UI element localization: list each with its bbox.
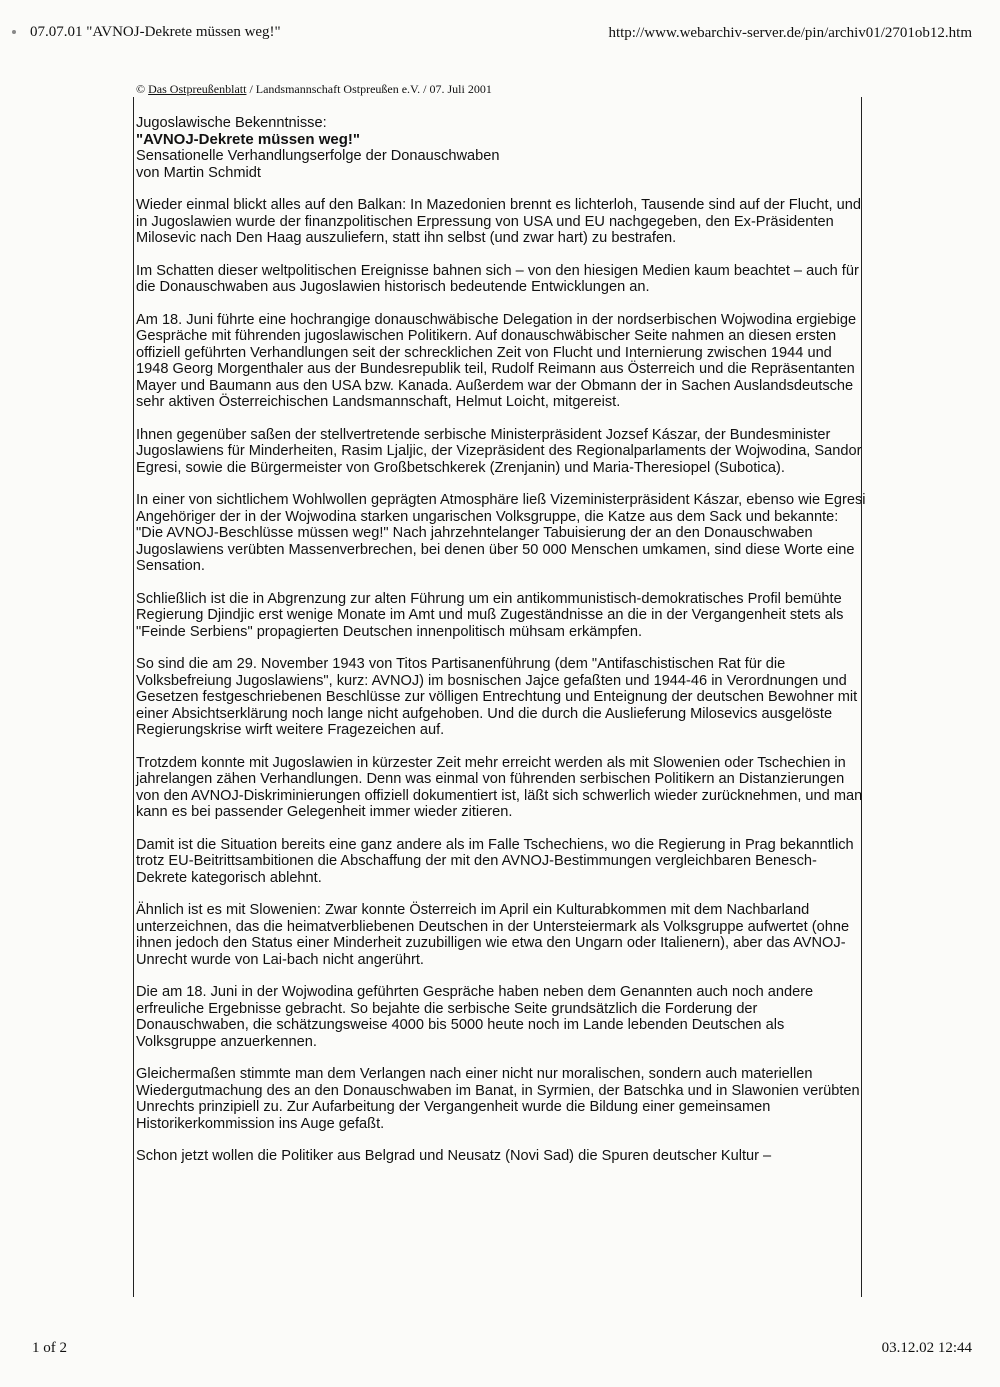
paragraph: Trotzdem konnte mit Jugoslawien in kürzester Zeit mehr erreicht werden als mit Slowenien oder Tschechien in jahrelangen zähen Verhandlungen. Denn was einmal von führenden serbischen Politikern an Distanzierungen von den AVNOJ-Diskriminierungen offiziell dokumentiert ist, läßt sich schwerlich wieder zurücknehmen, und man kann es bei passender Gelegenheit immer wieder zitieren. — [136, 754, 863, 820]
copyright-rest: / Landsmannschaft Ostpreußen e.V. / 07. Juli 2001 — [249, 82, 492, 96]
paragraph: Wieder einmal blickt alles auf den Balkan: In Mazedonien brennt es lichterloh, Tausende sind auf der Flucht, und in Jugoslawien wurde der finanzpolitischen Erpressung von USA und EU nachgegeben, den Ex-Präsidenten Milosevic nach Den Haag auszuliefern, statt ihn selbst (und zwar hart) zu bestrafen. — [136, 197, 861, 246]
paragraph: Damit ist die Situation bereits eine ganz andere als im Falle Tschechiens, wo die Regierung in Prag bekanntlich trotz EU-Beitrittsambitionen die Abschaffung der mit den AVNOJ-Bestimmungen vergleichbaren Benesch-Dekrete kategorisch ablehnt. — [136, 836, 854, 886]
print-footer-page: 1 of 2 — [32, 1340, 67, 1356]
paragraph: Ähnlich ist es mit Slowenien: Zwar konnte Österreich im April ein Kulturabkommen mit dem Nachbarland unterzeichnen, das die heimatverbliebenen Deutschen in der Untersteiermark als Volksgruppe aufwertet (ohne ihnen jedoch den Status einer Minderheit zuzubilligen wie etwa den Ungarn oder Italienern), aber das AVNOJ-Unrecht wurde von Lai-bach nicht angerührt. — [136, 902, 850, 968]
punch-hole-mark — [12, 30, 16, 34]
paragraph: Am 18. Juni führte eine hochrangige donauschwäbische Delegation in der nordserbischen Wojwodina ergiebige Gespräche mit führenden jugoslawischen Politikern. Auf donauschwäbischer Seite nahmen an diesen ersten offiziell geführten Verhandlungen seit der schrecklichen Zeit von Flucht und Internierung zwischen 1944 und 1948 Georg Morgenthaler aus der Bundesrepublik teil, Rudolf Reimann aus Österreich und die Repräsentanten Mayer und Baumann aus den USA bzw. Kanada. Außerdem war der Obmann der in Sachen Auslandsdeutsche sehr aktiven Österreichischen Landsmannschaft, Helmut Loicht, mitgereist. — [136, 311, 857, 410]
copyright-symbol: © — [136, 82, 146, 96]
print-header-title: 07.07.01 "AVNOJ-Dekrete müssen weg!" — [30, 24, 281, 40]
copyright-line — [136, 82, 492, 97]
paragraph: Schon jetzt wollen die Politiker aus Belgrad und Neusatz (Novi Sad) die Spuren deutscher Kultur – — [136, 1148, 772, 1164]
article-title: "AVNOJ-Dekrete müssen weg!" — [136, 130, 361, 148]
paragraph: Schließlich ist die in Abgrenzung zur alten Führung um ein antikommunistisch-demokratisches Profil bemühte Regierung Djindjic erst wenige Monate im Amt und muß Zugeständnisse an die in der Vergangenheit stets als "Feinde Serbiens" propagierten Deutschen innenpolitisch mühsam erkämpfen. — [136, 590, 844, 640]
paragraph: Gleichermaßen stimmte man dem Verlangen nach einer nicht nur moralischen, sondern auch materiellen Wiedergutmachung des an den Donauschwaben im Banat, in Syrmien, der Batschka und in Slawonien verübten Unrechts prinzipiell zu. Zur Aufarbeitung der Vergangenheit wurde die Bildung einer gemeinsamen Historikerkommission ins Auge gefaßt. — [136, 1066, 860, 1132]
print-footer-date: 03.12.02 12:44 — [881, 1340, 972, 1356]
paragraph: So sind die am 29. November 1943 von Titos Partisanenführung (dem "Antifaschistischen Rat für die Volksbefreiung Jugoslawiens", kurz: AVNOJ) im bosnischen Jajce gefaßten und 1944-46 in Verordnungen und Gesetzen festgeschriebenen Beschlüsse zur völligen Entrechtung und Enteignung der deutschen Bewohner mit einer Absichtserklärung noch lange nicht aufgehoben. Und die durch die Auslieferung Milosevics ausgelöste Regierungskrise wirft weitere Fragezeichen auf. — [136, 656, 858, 738]
paragraph: Im Schatten dieser weltpolitischen Ereignisse bahnen sich – von den hiesigen Medien kaum beachtet – auch für die Donauschwaben aus Jugoslawien historisch bedeutende Entwicklungen an. — [136, 262, 859, 295]
source-link[interactable]: Das Ostpreußenblatt — [148, 82, 247, 96]
paragraph: Die am 18. Juni in der Wojwodina geführten Gespräche haben neben dem Genannten auch noch andere erfreuliche Ergebnisse gebracht. So bejahte die serbische Seite grundsätzlich die Forderung der Donauschwaben, die schätzungsweise 4000 bis 5000 heute noch im Lande lebenden Deutschen als Volksgruppe anzuerkennen. — [136, 984, 814, 1050]
article-kicker: Jugoslawische Bekenntnisse: — [136, 115, 327, 131]
article-subtitle: Sensationelle Verhandlungserfolge der Donauschwaben — [136, 148, 500, 164]
paragraph: In einer von sichtlichem Wohlwollen geprägten Atmosphäre ließ Vizeministerpräsident Kászar, ebenso wie Egresi Angehöriger der in der Wojwodina starken ungarischen Volksgruppe, die Katze aus dem Sack und bekannte: "Die AVNOJ-Beschlüsse müssen weg!" Nach jahrzehntelanger Tabuisierung der an den Donauschwaben Jugoslawiens verübten Massenverbrechen, bei denen über 50 000 Menschen umkamen, sind diese Worte eine Sensation. — [136, 492, 866, 574]
article-header — [136, 115, 866, 181]
article-author: von Martin Schmidt — [136, 164, 261, 181]
print-header-url: http://www.webarchiv-server.de/pin/archiv01/2701ob12.htm — [608, 25, 972, 41]
article-body — [136, 115, 866, 1181]
paragraph: Ihnen gegenüber saßen der stellvertretende serbische Ministerpräsident Jozsef Kászar, der Bundesminister Jugoslawiens für Minderheiten, Rasim Ljaljic, der Vizepräsident des Regionalparlaments der Wojwodina, Sandor Egresi, sowie die Bürgermeister von Großbetschkerek (Zrenjanin) und Maria-Theresiopel (Subotica). — [136, 426, 862, 476]
